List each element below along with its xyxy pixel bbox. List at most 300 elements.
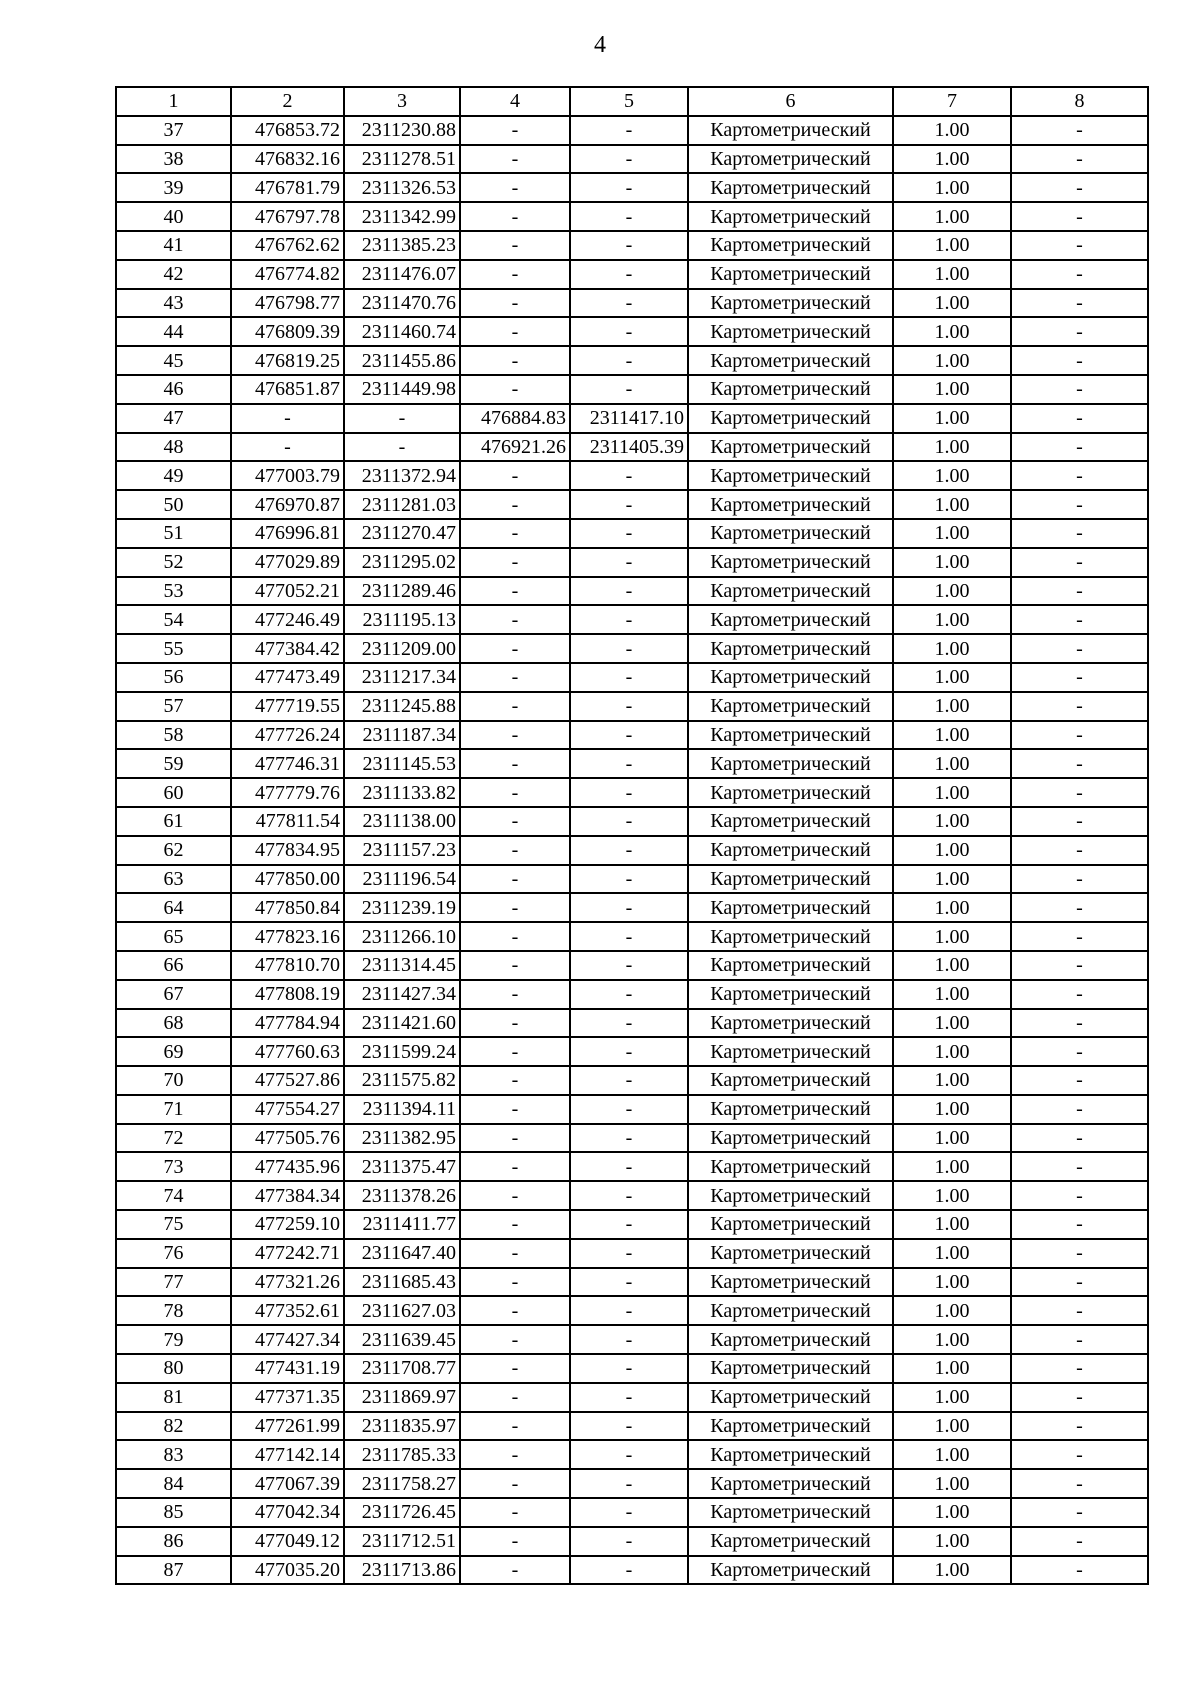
cell-new-coord-y: - — [570, 260, 688, 289]
cell-point-number: 61 — [116, 807, 231, 836]
cell-point-number: 58 — [116, 721, 231, 750]
cell-note: - — [1011, 1556, 1148, 1585]
cell-new-coord-y: - — [570, 1469, 688, 1498]
cell-new-coord-y: - — [570, 375, 688, 404]
cell-point-number: 47 — [116, 404, 231, 433]
table-row — [116, 1412, 1148, 1441]
table-body — [116, 116, 1148, 1585]
cell-point-number: 56 — [116, 663, 231, 692]
cell-coord-x: 477035.20 — [231, 1556, 344, 1585]
table-row — [116, 461, 1148, 490]
cell-note: - — [1011, 778, 1148, 807]
header-cell-2: 2 — [231, 87, 344, 116]
cell-coord-x: 477527.86 — [231, 1066, 344, 1095]
cell-new-coord-y: - — [570, 778, 688, 807]
cell-note: - — [1011, 893, 1148, 922]
cell-note: - — [1011, 980, 1148, 1009]
cell-coord-y: 2311599.24 — [344, 1037, 460, 1066]
cell-new-coord-y: - — [570, 1354, 688, 1383]
cell-coord-y: 2311726.45 — [344, 1498, 460, 1527]
cell-new-coord-y: - — [570, 1527, 688, 1556]
cell-new-coord-x: - — [460, 231, 570, 260]
cell-coord-y: 2311138.00 — [344, 807, 460, 836]
cell-point-number: 80 — [116, 1354, 231, 1383]
cell-coord-x: 477029.89 — [231, 548, 344, 577]
cell-note: - — [1011, 692, 1148, 721]
table-row — [116, 289, 1148, 318]
cell-coord-x: - — [231, 433, 344, 462]
header-cell-5: 5 — [570, 87, 688, 116]
cell-coord-x: 477784.94 — [231, 1009, 344, 1038]
table-row — [116, 865, 1148, 894]
cell-new-coord-y: - — [570, 1296, 688, 1325]
cell-method: Картометрический — [688, 663, 893, 692]
cell-new-coord-x: - — [460, 865, 570, 894]
cell-method: Картометрический — [688, 1009, 893, 1038]
cell-accuracy: 1.00 — [893, 605, 1011, 634]
cell-accuracy: 1.00 — [893, 1556, 1011, 1585]
table-row — [116, 1268, 1148, 1297]
cell-point-number: 81 — [116, 1383, 231, 1412]
cell-new-coord-x: - — [460, 1556, 570, 1585]
cell-point-number: 72 — [116, 1124, 231, 1153]
cell-coord-y: 2311281.03 — [344, 490, 460, 519]
cell-coord-x: 477473.49 — [231, 663, 344, 692]
table-row — [116, 346, 1148, 375]
cell-accuracy: 1.00 — [893, 145, 1011, 174]
cell-coord-y: 2311230.88 — [344, 116, 460, 145]
table-row — [116, 231, 1148, 260]
table-row — [116, 1210, 1148, 1239]
cell-method: Картометрический — [688, 721, 893, 750]
cell-method: Картометрический — [688, 346, 893, 375]
table-row — [116, 1383, 1148, 1412]
cell-method: Картометрический — [688, 202, 893, 231]
cell-new-coord-y: - — [570, 461, 688, 490]
cell-new-coord-y: 2311417.10 — [570, 404, 688, 433]
cell-new-coord-y: - — [570, 1124, 688, 1153]
cell-point-number: 48 — [116, 433, 231, 462]
cell-new-coord-x: - — [460, 980, 570, 1009]
cell-new-coord-y: - — [570, 202, 688, 231]
cell-note: - — [1011, 1009, 1148, 1038]
cell-method: Картометрический — [688, 1556, 893, 1585]
cell-method: Картометрический — [688, 778, 893, 807]
cell-new-coord-y: - — [570, 893, 688, 922]
cell-accuracy: 1.00 — [893, 317, 1011, 346]
cell-accuracy: 1.00 — [893, 1354, 1011, 1383]
cell-point-number: 66 — [116, 951, 231, 980]
cell-point-number: 69 — [116, 1037, 231, 1066]
cell-method: Картометрический — [688, 1527, 893, 1556]
cell-point-number: 38 — [116, 145, 231, 174]
cell-method: Картометрический — [688, 260, 893, 289]
cell-accuracy: 1.00 — [893, 749, 1011, 778]
cell-accuracy: 1.00 — [893, 1066, 1011, 1095]
cell-coord-x: 476781.79 — [231, 173, 344, 202]
cell-new-coord-y: - — [570, 145, 688, 174]
cell-point-number: 64 — [116, 893, 231, 922]
cell-note: - — [1011, 346, 1148, 375]
cell-note: - — [1011, 145, 1148, 174]
cell-point-number: 39 — [116, 173, 231, 202]
cell-coord-x: 477746.31 — [231, 749, 344, 778]
cell-new-coord-x: - — [460, 922, 570, 951]
table-row — [116, 1066, 1148, 1095]
cell-coord-x: 477142.14 — [231, 1440, 344, 1469]
cell-note: - — [1011, 202, 1148, 231]
cell-accuracy: 1.00 — [893, 692, 1011, 721]
cell-coord-x: 476798.77 — [231, 289, 344, 318]
cell-method: Картометрический — [688, 1095, 893, 1124]
cell-coord-x: 477352.61 — [231, 1296, 344, 1325]
cell-coord-y: 2311708.77 — [344, 1354, 460, 1383]
cell-point-number: 42 — [116, 260, 231, 289]
cell-accuracy: 1.00 — [893, 1210, 1011, 1239]
cell-new-coord-y: - — [570, 1268, 688, 1297]
table-row — [116, 490, 1148, 519]
cell-coord-x: 477384.42 — [231, 634, 344, 663]
cell-point-number: 49 — [116, 461, 231, 490]
cell-coord-y: 2311869.97 — [344, 1383, 460, 1412]
cell-new-coord-x: - — [460, 1124, 570, 1153]
cell-note: - — [1011, 1210, 1148, 1239]
cell-note: - — [1011, 1325, 1148, 1354]
cell-accuracy: 1.00 — [893, 721, 1011, 750]
cell-coord-y: 2311476.07 — [344, 260, 460, 289]
cell-new-coord-x: - — [460, 1383, 570, 1412]
cell-accuracy: 1.00 — [893, 865, 1011, 894]
cell-point-number: 55 — [116, 634, 231, 663]
header-cell-6: 6 — [688, 87, 893, 116]
cell-point-number: 73 — [116, 1152, 231, 1181]
table-row — [116, 1095, 1148, 1124]
cell-coord-x: 476851.87 — [231, 375, 344, 404]
cell-note: - — [1011, 1296, 1148, 1325]
table-row — [116, 433, 1148, 462]
cell-note: - — [1011, 173, 1148, 202]
cell-method: Картометрический — [688, 1124, 893, 1153]
cell-note: - — [1011, 634, 1148, 663]
cell-new-coord-x: - — [460, 1009, 570, 1038]
cell-coord-y: 2311209.00 — [344, 634, 460, 663]
cell-coord-x: 477049.12 — [231, 1527, 344, 1556]
cell-coord-y: 2311245.88 — [344, 692, 460, 721]
cell-point-number: 60 — [116, 778, 231, 807]
cell-accuracy: 1.00 — [893, 1095, 1011, 1124]
table-row — [116, 922, 1148, 951]
cell-new-coord-y: - — [570, 605, 688, 634]
cell-method: Картометрический — [688, 605, 893, 634]
cell-new-coord-y: - — [570, 1152, 688, 1181]
cell-point-number: 77 — [116, 1268, 231, 1297]
cell-accuracy: 1.00 — [893, 951, 1011, 980]
cell-method: Картометрический — [688, 1181, 893, 1210]
cell-new-coord-x: - — [460, 1210, 570, 1239]
cell-point-number: 59 — [116, 749, 231, 778]
cell-point-number: 75 — [116, 1210, 231, 1239]
cell-new-coord-y: - — [570, 1037, 688, 1066]
cell-method: Картометрический — [688, 836, 893, 865]
cell-point-number: 71 — [116, 1095, 231, 1124]
cell-new-coord-x: 476884.83 — [460, 404, 570, 433]
cell-coord-x: 477834.95 — [231, 836, 344, 865]
cell-coord-y: 2311314.45 — [344, 951, 460, 980]
cell-new-coord-x: - — [460, 1095, 570, 1124]
cell-coord-x: 477726.24 — [231, 721, 344, 750]
coordinates-table — [115, 86, 1149, 1585]
cell-new-coord-y: - — [570, 519, 688, 548]
table-row — [116, 692, 1148, 721]
cell-new-coord-x: - — [460, 1354, 570, 1383]
cell-note: - — [1011, 317, 1148, 346]
cell-coord-y: 2311266.10 — [344, 922, 460, 951]
cell-note: - — [1011, 461, 1148, 490]
cell-method: Картометрический — [688, 145, 893, 174]
cell-point-number: 51 — [116, 519, 231, 548]
cell-new-coord-x: 476921.26 — [460, 433, 570, 462]
cell-new-coord-y: - — [570, 1095, 688, 1124]
cell-accuracy: 1.00 — [893, 807, 1011, 836]
cell-note: - — [1011, 749, 1148, 778]
cell-coord-x: 477808.19 — [231, 980, 344, 1009]
cell-coord-y: - — [344, 433, 460, 462]
header-cell-3: 3 — [344, 87, 460, 116]
table-row — [116, 749, 1148, 778]
cell-point-number: 63 — [116, 865, 231, 894]
table-row — [116, 317, 1148, 346]
cell-method: Картометрический — [688, 634, 893, 663]
table-row — [116, 663, 1148, 692]
cell-coord-y: 2311758.27 — [344, 1469, 460, 1498]
cell-new-coord-y: - — [570, 317, 688, 346]
cell-coord-x: 477823.16 — [231, 922, 344, 951]
cell-new-coord-x: - — [460, 260, 570, 289]
cell-new-coord-x: - — [460, 1037, 570, 1066]
cell-coord-y: 2311342.99 — [344, 202, 460, 231]
cell-new-coord-x: - — [460, 548, 570, 577]
table-row — [116, 375, 1148, 404]
cell-coord-y: 2311449.98 — [344, 375, 460, 404]
cell-new-coord-x: - — [460, 692, 570, 721]
cell-coord-x: 477371.35 — [231, 1383, 344, 1412]
cell-coord-y: 2311270.47 — [344, 519, 460, 548]
cell-coord-x: 476996.81 — [231, 519, 344, 548]
cell-note: - — [1011, 1181, 1148, 1210]
cell-accuracy: 1.00 — [893, 519, 1011, 548]
cell-coord-x: 477850.84 — [231, 893, 344, 922]
cell-note: - — [1011, 231, 1148, 260]
cell-new-coord-x: - — [460, 1440, 570, 1469]
cell-coord-y: 2311375.47 — [344, 1152, 460, 1181]
table-row — [116, 721, 1148, 750]
cell-new-coord-y: - — [570, 1066, 688, 1095]
cell-note: - — [1011, 1440, 1148, 1469]
cell-coord-x: 477042.34 — [231, 1498, 344, 1527]
cell-new-coord-y: 2311405.39 — [570, 433, 688, 462]
cell-new-coord-y: - — [570, 346, 688, 375]
cell-accuracy: 1.00 — [893, 404, 1011, 433]
cell-note: - — [1011, 1469, 1148, 1498]
cell-new-coord-x: - — [460, 836, 570, 865]
cell-accuracy: 1.00 — [893, 1325, 1011, 1354]
cell-coord-x: 477435.96 — [231, 1152, 344, 1181]
cell-accuracy: 1.00 — [893, 173, 1011, 202]
cell-method: Картометрический — [688, 1152, 893, 1181]
cell-new-coord-y: - — [570, 289, 688, 318]
cell-point-number: 76 — [116, 1239, 231, 1268]
cell-coord-y: 2311575.82 — [344, 1066, 460, 1095]
cell-method: Картометрический — [688, 1210, 893, 1239]
cell-accuracy: 1.00 — [893, 1527, 1011, 1556]
cell-point-number: 65 — [116, 922, 231, 951]
cell-coord-x: 477427.34 — [231, 1325, 344, 1354]
cell-coord-x: 477259.10 — [231, 1210, 344, 1239]
cell-new-coord-y: - — [570, 865, 688, 894]
cell-accuracy: 1.00 — [893, 1239, 1011, 1268]
cell-point-number: 43 — [116, 289, 231, 318]
cell-new-coord-x: - — [460, 1412, 570, 1441]
table-row — [116, 1037, 1148, 1066]
cell-coord-y: 2311394.11 — [344, 1095, 460, 1124]
cell-point-number: 67 — [116, 980, 231, 1009]
cell-new-coord-y: - — [570, 548, 688, 577]
cell-new-coord-x: - — [460, 663, 570, 692]
cell-accuracy: 1.00 — [893, 433, 1011, 462]
cell-new-coord-x: - — [460, 893, 570, 922]
cell-coord-x: 477554.27 — [231, 1095, 344, 1124]
cell-method: Картометрический — [688, 1037, 893, 1066]
cell-note: - — [1011, 1037, 1148, 1066]
table-row — [116, 1354, 1148, 1383]
cell-accuracy: 1.00 — [893, 634, 1011, 663]
table-row — [116, 951, 1148, 980]
cell-coord-y: 2311195.13 — [344, 605, 460, 634]
cell-method: Картометрический — [688, 951, 893, 980]
cell-accuracy: 1.00 — [893, 548, 1011, 577]
cell-note: - — [1011, 1354, 1148, 1383]
cell-point-number: 57 — [116, 692, 231, 721]
cell-method: Картометрический — [688, 116, 893, 145]
cell-note: - — [1011, 836, 1148, 865]
cell-coord-x: 477779.76 — [231, 778, 344, 807]
cell-accuracy: 1.00 — [893, 1412, 1011, 1441]
page-number: 4 — [594, 32, 606, 58]
table-row — [116, 1181, 1148, 1210]
cell-coord-y: 2311685.43 — [344, 1268, 460, 1297]
cell-point-number: 50 — [116, 490, 231, 519]
cell-point-number: 84 — [116, 1469, 231, 1498]
cell-coord-x: 477850.00 — [231, 865, 344, 894]
cell-point-number: 68 — [116, 1009, 231, 1038]
header-cell-4: 4 — [460, 87, 570, 116]
cell-note: - — [1011, 1412, 1148, 1441]
cell-coord-y: 2311382.95 — [344, 1124, 460, 1153]
table-row — [116, 893, 1148, 922]
cell-new-coord-y: - — [570, 1556, 688, 1585]
cell-method: Картометрический — [688, 1383, 893, 1412]
cell-new-coord-x: - — [460, 1152, 570, 1181]
cell-new-coord-x: - — [460, 1325, 570, 1354]
cell-accuracy: 1.00 — [893, 1296, 1011, 1325]
cell-note: - — [1011, 116, 1148, 145]
cell-method: Картометрический — [688, 980, 893, 1009]
cell-method: Картометрический — [688, 749, 893, 778]
cell-point-number: 37 — [116, 116, 231, 145]
cell-coord-x: 476762.62 — [231, 231, 344, 260]
table-row — [116, 634, 1148, 663]
cell-coord-y: 2311411.77 — [344, 1210, 460, 1239]
header-row — [116, 87, 1148, 116]
cell-accuracy: 1.00 — [893, 980, 1011, 1009]
cell-method: Картометрический — [688, 433, 893, 462]
cell-new-coord-x: - — [460, 634, 570, 663]
cell-new-coord-x: - — [460, 1239, 570, 1268]
cell-note: - — [1011, 663, 1148, 692]
cell-coord-x: 476809.39 — [231, 317, 344, 346]
cell-coord-x: 477003.79 — [231, 461, 344, 490]
table-row — [116, 1498, 1148, 1527]
cell-new-coord-x: - — [460, 116, 570, 145]
cell-note: - — [1011, 865, 1148, 894]
cell-method: Картометрический — [688, 1239, 893, 1268]
cell-method: Картометрический — [688, 375, 893, 404]
table-row — [116, 404, 1148, 433]
cell-accuracy: 1.00 — [893, 893, 1011, 922]
cell-point-number: 87 — [116, 1556, 231, 1585]
cell-point-number: 83 — [116, 1440, 231, 1469]
cell-point-number: 86 — [116, 1527, 231, 1556]
cell-accuracy: 1.00 — [893, 836, 1011, 865]
cell-new-coord-y: - — [570, 1498, 688, 1527]
cell-coord-y: 2311712.51 — [344, 1527, 460, 1556]
header-cell-1: 1 — [116, 87, 231, 116]
cell-coord-x: 477321.26 — [231, 1268, 344, 1297]
table-row — [116, 1527, 1148, 1556]
cell-new-coord-y: - — [570, 951, 688, 980]
cell-point-number: 41 — [116, 231, 231, 260]
cell-accuracy: 1.00 — [893, 663, 1011, 692]
table-row — [116, 1009, 1148, 1038]
cell-new-coord-x: - — [460, 1296, 570, 1325]
cell-method: Картометрический — [688, 577, 893, 606]
cell-coord-y: 2311372.94 — [344, 461, 460, 490]
cell-method: Картометрический — [688, 317, 893, 346]
cell-accuracy: 1.00 — [893, 202, 1011, 231]
cell-accuracy: 1.00 — [893, 490, 1011, 519]
cell-accuracy: 1.00 — [893, 577, 1011, 606]
cell-new-coord-x: - — [460, 778, 570, 807]
cell-accuracy: 1.00 — [893, 1152, 1011, 1181]
cell-note: - — [1011, 490, 1148, 519]
cell-method: Картометрический — [688, 692, 893, 721]
cell-note: - — [1011, 1498, 1148, 1527]
cell-point-number: 45 — [116, 346, 231, 375]
cell-accuracy: 1.00 — [893, 1181, 1011, 1210]
cell-new-coord-y: - — [570, 634, 688, 663]
cell-method: Картометрический — [688, 1268, 893, 1297]
cell-accuracy: 1.00 — [893, 461, 1011, 490]
cell-coord-x: 476853.72 — [231, 116, 344, 145]
table-row — [116, 1440, 1148, 1469]
cell-method: Картометрический — [688, 922, 893, 951]
cell-new-coord-x: - — [460, 951, 570, 980]
cell-new-coord-y: - — [570, 749, 688, 778]
cell-note: - — [1011, 605, 1148, 634]
cell-new-coord-x: - — [460, 145, 570, 174]
table-row — [116, 548, 1148, 577]
table-row — [116, 1325, 1148, 1354]
